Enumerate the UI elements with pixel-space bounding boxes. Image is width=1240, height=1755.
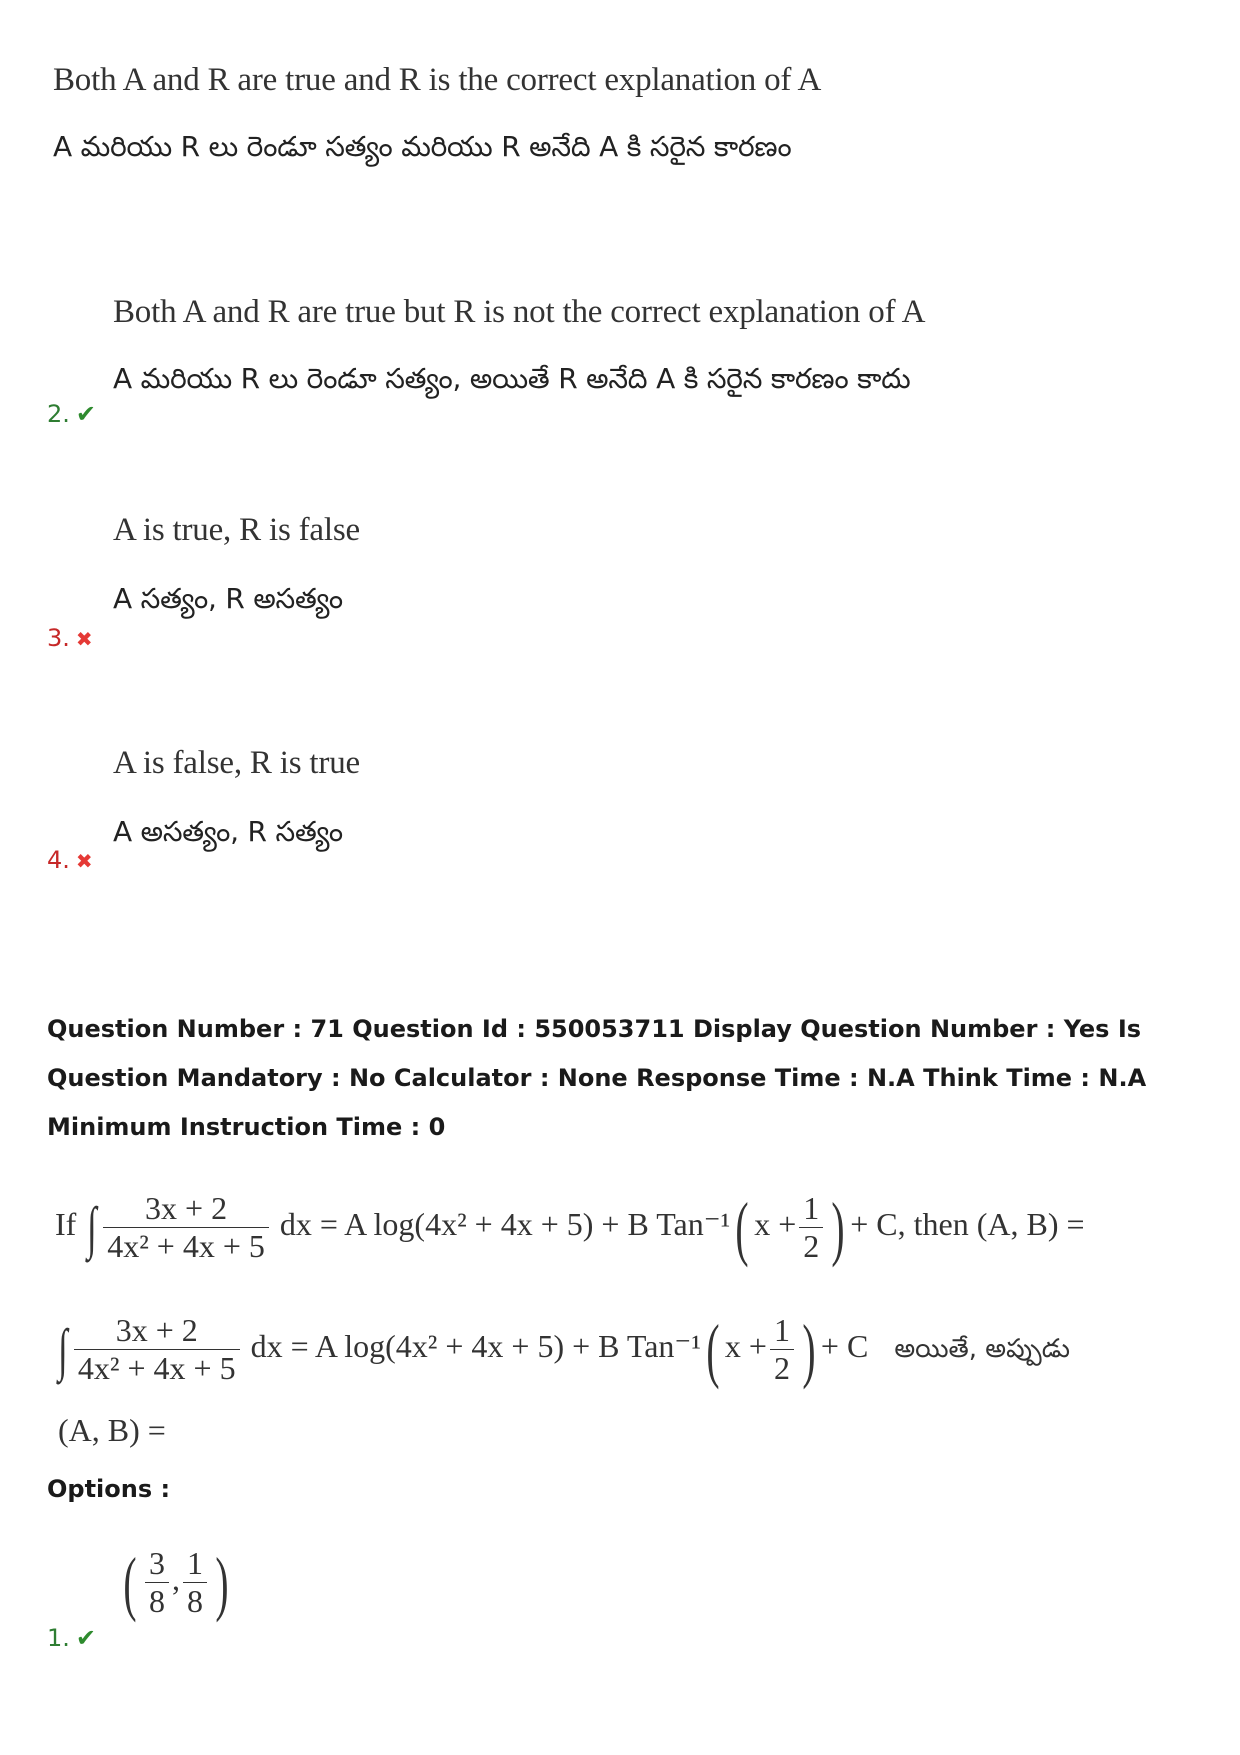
option-3-number	[47, 624, 93, 652]
option-4-number-label: 4.	[47, 846, 70, 874]
integrand-denominator: 4x² + 4x + 5	[103, 1227, 269, 1265]
equation-rhs: dx = A log(4x² + 4x + 5) + B Tan⁻¹	[279, 1205, 731, 1242]
option-a-fraction	[145, 1545, 169, 1620]
option-4-english: A is false, R is true	[113, 745, 360, 781]
answer-option-1-number-label: 1.	[47, 1624, 70, 1652]
wrong-cross-icon: ✖	[75, 849, 93, 873]
option-1-english: Both A and R are true and R is the correct explanation of A	[53, 62, 822, 98]
inner-x: x +	[724, 1327, 767, 1364]
option-3-english: A is true, R is false	[113, 512, 360, 548]
option-3-telugu: A సత్యం, R అసత్యం	[113, 582, 343, 615]
options-label: Options :	[47, 1475, 171, 1503]
option-1-telugu: A మరియు R లు రెండూ సత్యం మరియు R అనేది A కి సరైన కారణం	[53, 130, 792, 163]
answer-option-1-number	[47, 1624, 96, 1652]
equation-tail: + C, then (A, B) =	[850, 1205, 1085, 1242]
option-2-english: Both A and R are true but R is not the correct explanation of A	[113, 294, 926, 330]
option-3-number-label: 3.	[47, 624, 70, 652]
telugu-then: అయితే, అప్పుడు	[894, 1333, 1070, 1364]
right-paren-icon: )	[831, 1187, 845, 1268]
right-paren-icon: )	[802, 1309, 816, 1390]
option-2-number-label: 2.	[47, 400, 70, 428]
option-2-telugu: A మరియు R లు రెండూ సత్యం, అయితే R అనేది A కి సరైన కారణం కాదు	[113, 362, 911, 395]
right-paren-icon: )	[215, 1542, 229, 1623]
option-4-telugu: A అసత్యం, R సత్యం	[113, 815, 343, 848]
option-a-numerator: 3	[148, 1545, 165, 1581]
question-meta: Question Number : 71 Question Id : 550053711 Display Question Number : Yes Is Question Mandatory : No Calculator : None Response Time : N.A Think Time : N.A Minimum Instruction Time : 0	[47, 1015, 1147, 1141]
integrand-numerator: 3x + 2	[145, 1190, 228, 1226]
question-telugu-line2: (A, B) =	[58, 1412, 166, 1448]
integrand-denominator: 4x² + 4x + 5	[74, 1349, 240, 1387]
integrand-numerator: 3x + 2	[115, 1312, 198, 1348]
wrong-cross-icon: ✖	[75, 627, 93, 651]
option-4-number	[47, 846, 93, 874]
inner-x: x +	[754, 1205, 797, 1242]
answer-option-1: ( $\frac{3}{8}$ , $\frac{1}{8}$ )	[123, 1542, 229, 1623]
integrand-fraction	[103, 1190, 269, 1265]
equation-rhs: dx = A log(4x² + 4x + 5) + B Tan⁻¹	[250, 1327, 701, 1364]
integrand-fraction	[74, 1312, 240, 1387]
half-numerator: 1	[773, 1312, 790, 1348]
option-b-fraction	[183, 1545, 207, 1620]
half-denominator: 2	[770, 1349, 794, 1387]
question-english	[55, 1187, 1085, 1268]
integral-icon: ∫	[58, 1317, 68, 1382]
integral-icon: ∫	[87, 1195, 98, 1260]
option-2-number	[47, 400, 96, 428]
option-b-numerator: 1	[186, 1545, 203, 1581]
half-fraction	[770, 1312, 794, 1387]
half-numerator: 1	[803, 1190, 820, 1226]
left-paren-icon: (	[123, 1542, 137, 1623]
option-b-denominator: 8	[183, 1582, 207, 1620]
correct-check-icon: ✔	[75, 1624, 97, 1652]
left-paren-icon: (	[706, 1309, 720, 1390]
equation-tail: + C	[820, 1327, 869, 1364]
left-paren-icon: (	[735, 1187, 749, 1268]
correct-check-icon: ✔	[75, 400, 97, 428]
if-label: If	[55, 1205, 77, 1242]
option-a-denominator: 8	[145, 1582, 169, 1620]
question-telugu	[55, 1309, 1070, 1390]
half-denominator: 2	[799, 1227, 823, 1265]
half-fraction	[799, 1190, 823, 1265]
